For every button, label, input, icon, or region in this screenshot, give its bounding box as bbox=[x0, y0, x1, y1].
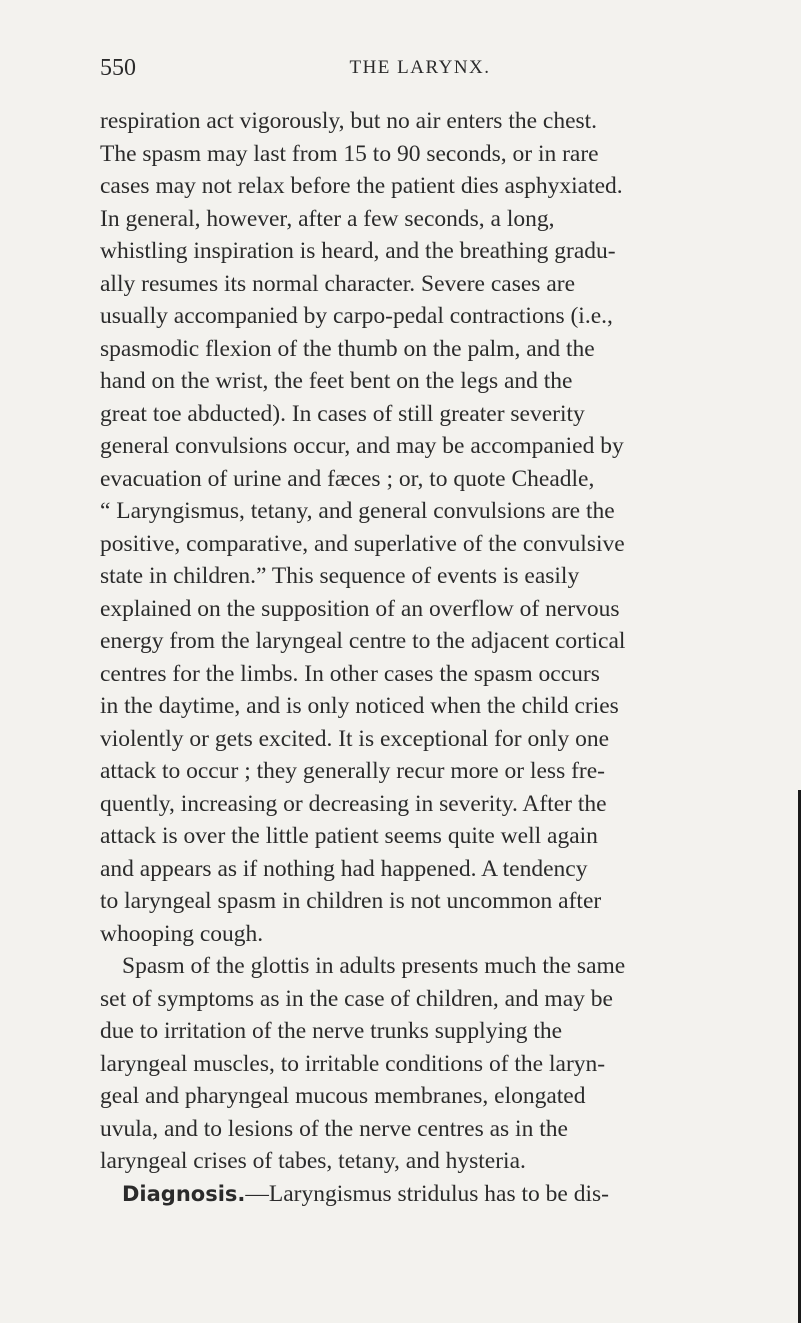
diagnosis-text: —Laryngismus stridulus has to be dis- bbox=[245, 1180, 609, 1207]
running-head: THE LARYNX. bbox=[349, 57, 491, 78]
text-line: uvula, and to lesions of the nerve centres as in the bbox=[100, 1115, 568, 1142]
text-line: and appears as if nothing had happened. A tendency bbox=[100, 855, 588, 882]
text-line: laryngeal muscles, to irritable conditions of the laryn- bbox=[100, 1050, 606, 1077]
text-line: set of symptoms as in the case of children, and may be bbox=[100, 985, 613, 1012]
text-line: due to irritation of the nerve trunks supplying the bbox=[100, 1018, 563, 1044]
text-line: violently or gets excited. It is exceptional for only one bbox=[100, 725, 610, 752]
text-line: in the daytime, and is only noticed when the child cries bbox=[100, 693, 619, 719]
text-line: whistling inspiration is heard, and the breathing gradu- bbox=[100, 238, 616, 264]
text-line: positive, comparative, and superlative of the convulsive bbox=[100, 530, 625, 557]
text-line: great toe abducted). In cases of still greater severity bbox=[100, 400, 585, 427]
text-line: state in children.” This sequence of events is easily bbox=[100, 563, 580, 589]
text-line: hand on the wrist, the feet bent on the legs and the bbox=[100, 368, 573, 394]
text-line: centres for the limbs. In other cases the spasm occurs bbox=[100, 660, 600, 687]
page-header bbox=[100, 55, 740, 85]
text-line: explained on the supposition of an overflow of nervous bbox=[100, 595, 620, 622]
text-line: spasmodic flexion of the thumb on the palm, and the bbox=[100, 335, 595, 362]
text-line: In general, however, after a few seconds, a long, bbox=[100, 205, 555, 232]
text-line: energy from the laryngeal centre to the adjacent cortical bbox=[100, 628, 626, 654]
text-line: to laryngeal spasm in children is not uncommon after bbox=[100, 888, 602, 914]
text-line: “ Laryngismus, tetany, and general convulsions are the bbox=[100, 498, 615, 524]
text-line: quently, increasing or decreasing in severity. After the bbox=[100, 790, 607, 817]
diagnosis-heading: Diagnosis. bbox=[122, 1181, 246, 1206]
text-line: general convulsions occur, and may be accompanied by bbox=[100, 433, 624, 459]
text-line: whooping cough. bbox=[100, 920, 264, 947]
paragraph-start-line: Spasm of the glottis in adults presents much the same bbox=[122, 953, 626, 979]
text-line: usually accompanied by carpo-pedal contractions (i.e., bbox=[100, 303, 613, 329]
page-number: 550 bbox=[100, 55, 136, 81]
body-text bbox=[100, 105, 770, 1210]
text-line: cases may not relax before the patient dies asphyxiated. bbox=[100, 173, 623, 199]
text-line: The spasm may last from 15 to 90 seconds, or in rare bbox=[100, 140, 599, 167]
text-line: geal and pharyngeal mucous membranes, elongated bbox=[100, 1083, 586, 1109]
text-line: evacuation of urine and fæces ; or, to quote Cheadle, bbox=[100, 465, 595, 492]
text-line: attack is over the little patient seems quite well again bbox=[100, 823, 598, 849]
text-line: laryngeal crises of tabes, tetany, and hysteria. bbox=[100, 1148, 526, 1174]
text-line: attack to occur ; they generally recur more or less fre- bbox=[100, 758, 606, 784]
text-line: ally resumes its normal character. Severe cases are bbox=[100, 270, 576, 297]
diagnosis-line bbox=[100, 1178, 770, 1211]
text-line: respiration act vigorously, but no air enters the chest. bbox=[100, 108, 598, 134]
